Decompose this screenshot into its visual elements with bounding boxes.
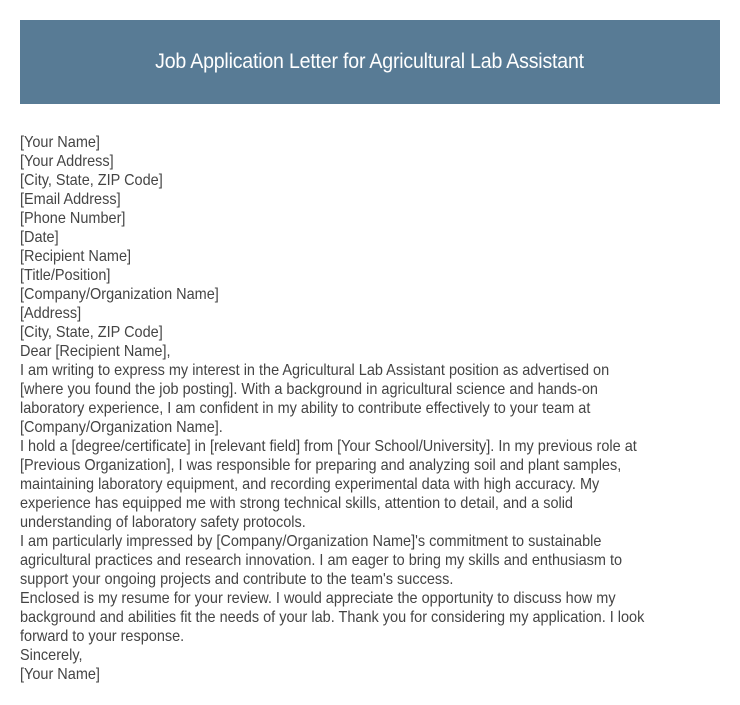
paragraph-line: maintaining laboratory equipment, and recording experimental data with high accuracy. My (20, 476, 600, 493)
paragraph-line: I hold a [degree/certificate] in [relevant field] from [Your School/University]. In my previous role at (20, 438, 637, 455)
page-header (20, 20, 720, 104)
sender-name: [Your Name] (20, 134, 100, 151)
paragraph-line: [Company/Organization Name]. (20, 419, 223, 436)
letter-date: [Date] (20, 229, 59, 246)
paragraph-line: support your ongoing projects and contribute to the team's success. (20, 571, 454, 588)
page-title: Job Application Letter for Agricultural Lab Assistant (155, 50, 585, 73)
recipient-block (20, 247, 740, 342)
paragraph-line: forward to your response. (20, 628, 185, 645)
paragraph-line: I am writing to express my interest in the Agricultural Lab Assistant position as advertised on (20, 362, 610, 379)
paragraph-line: [Previous Organization], I was responsible for preparing and analyzing soil and plant samples, (20, 457, 622, 474)
sender-address: [Your Address] (20, 153, 114, 170)
recipient-company: [Company/Organization Name] (20, 286, 219, 303)
paragraph-line: laboratory experience, I am confident in my ability to contribute effectively to your team at (20, 400, 591, 417)
paragraph-line: understanding of laboratory safety protocols. (20, 514, 306, 531)
paragraph-experience (20, 437, 740, 532)
sender-email: [Email Address] (20, 191, 121, 208)
paragraph-intro (20, 361, 740, 437)
sender-city-state-zip: [City, State, ZIP Code] (20, 172, 163, 189)
paragraph-line: agricultural practices and research innovation. I am eager to bring my skills and enthusiasm to (20, 552, 623, 569)
paragraph-line: Enclosed is my resume for your review. I would appreciate the opportunity to discuss how my (20, 590, 616, 607)
recipient-city-state-zip: [City, State, ZIP Code] (20, 324, 163, 341)
recipient-title: [Title/Position] (20, 267, 111, 284)
sender-phone: [Phone Number] (20, 210, 126, 227)
closing: Sincerely, (20, 647, 83, 664)
salutation: Dear [Recipient Name], (20, 343, 171, 360)
paragraph-motivation (20, 532, 740, 589)
letter-body (20, 133, 740, 684)
paragraph-closing (20, 589, 740, 646)
recipient-name: [Recipient Name] (20, 248, 132, 265)
recipient-address: [Address] (20, 305, 82, 322)
paragraph-line: experience has equipped me with strong technical skills, attention to detail, and a solid (20, 495, 573, 512)
paragraph-line: I am particularly impressed by [Company/Organization Name]'s commitment to sustainable (20, 533, 602, 550)
signature: [Your Name] (20, 666, 100, 683)
sender-block (20, 133, 740, 247)
paragraph-line: [where you found the job posting]. With a background in agricultural science and hands-on (20, 381, 598, 398)
paragraph-line: background and abilities fit the needs of your lab. Thank you for considering my application. I look (20, 609, 645, 626)
